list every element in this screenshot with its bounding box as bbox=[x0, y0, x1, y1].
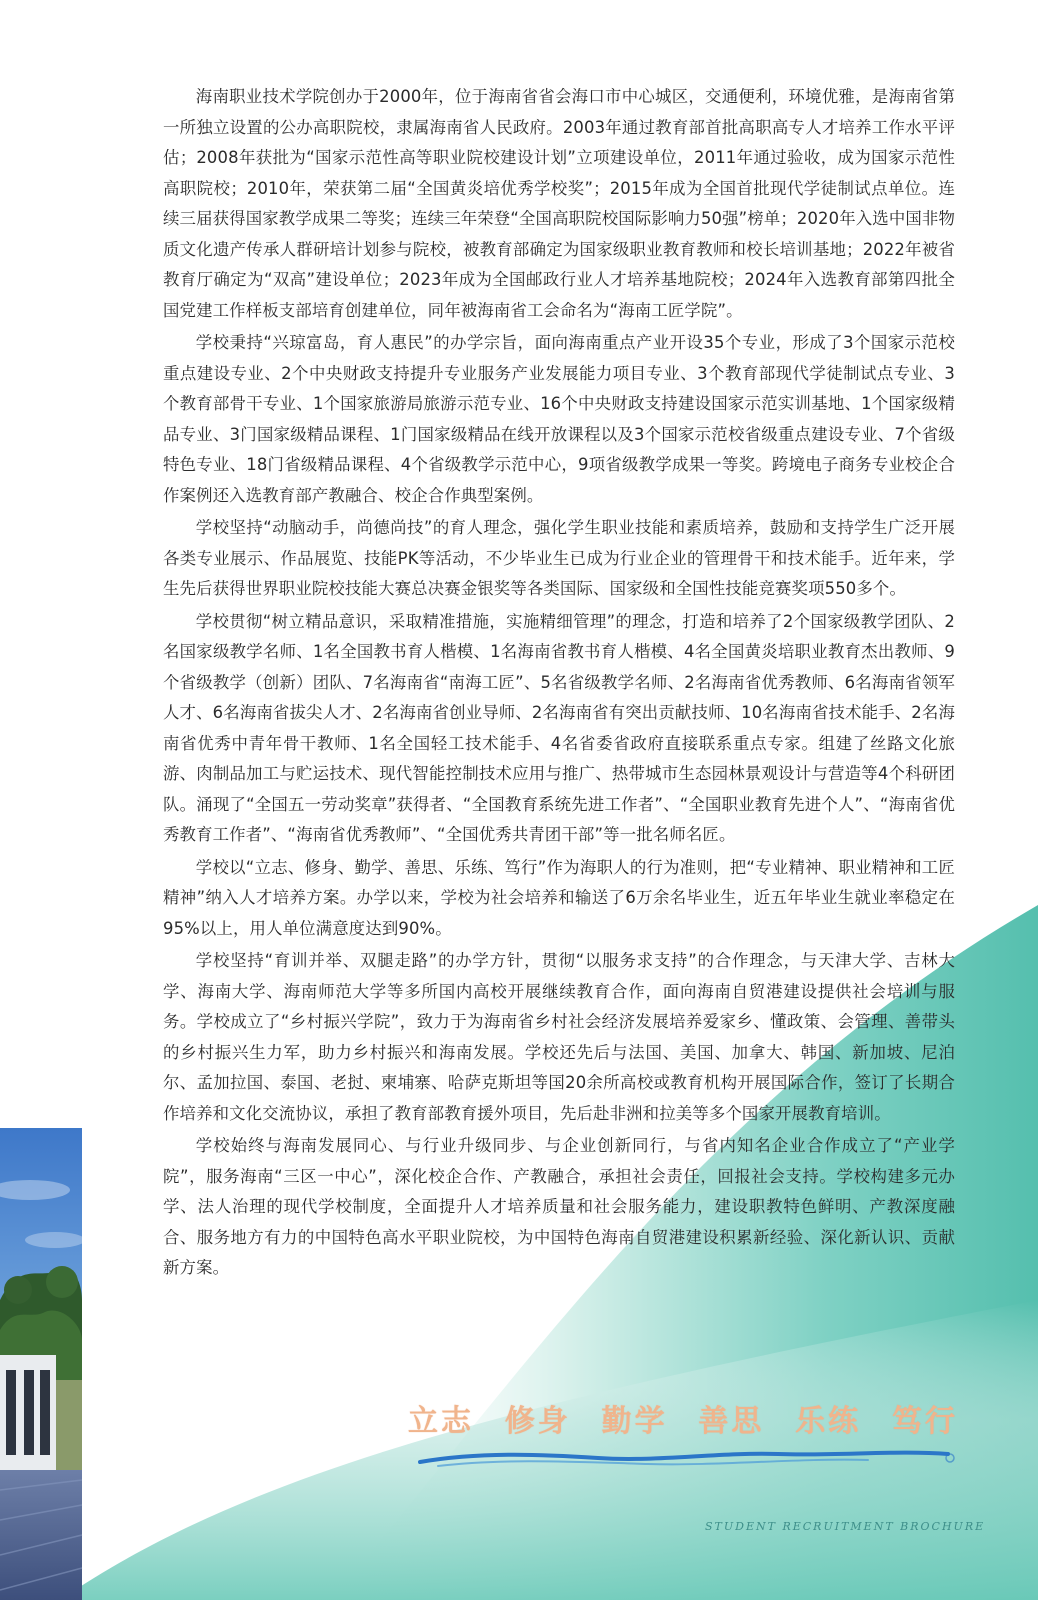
motto-word: 笃行 bbox=[891, 1404, 958, 1439]
school-introduction-article bbox=[163, 82, 955, 1286]
motto-word: 善思 bbox=[698, 1404, 765, 1439]
motto-word: 立志 bbox=[408, 1404, 474, 1439]
paragraph-majors: 学校秉持“兴琼富岛，育人惠民”的办学宗旨，面向海南重点产业开设35个专业，形成了3个国家示范校重点建设专业、2个中央财政支持提升专业服务产业发展能力项目专业、3个教育部现代学徒制试点专业、3个教育部骨干专业、1个国家旅游局旅游示范专业、16个中央财政支持建设国家示范实训基地、1个国家级精品专业、3门国家级精品课程、1门国家级精品在线开放课程以及3个国家示范校省级重点建设专业、7个省级特色专业、18门省级精品课程、4个省级教学示范中心，9项省级教学成果一等奖。跨境电子商务专业校企合作案例还入选教育部产教融合、校企合作典型案例。 bbox=[163, 333, 955, 505]
school-motto bbox=[408, 1396, 958, 1446]
paragraph-development: 学校始终与海南发展同心、与行业升级同步、与企业创新同行，与省内知名企业合作成立了“产业学院”，服务海南“三区一中心”，深化校企合作、产教融合，承担社会责任，回报社会支持。学校构建多元办学、法人治理的现代学校制度，全面提升人才培养质量和社会服务能力，建设职教特色鲜明、产教深度融合、服务地方有力的中国特色高水平职业院校，为中国特色海南自贸港建设积累新经验、深化新认识、贡献新方案。 bbox=[163, 1136, 955, 1277]
motto-word: 修身 bbox=[504, 1404, 571, 1439]
paragraph-cooperation: 学校坚持“育训并举、双腿走路”的办学方针，贯彻“以服务求支持”的合作理念，与天津大学、吉林大学、海南大学、海南师范大学等多所国内高校开展继续教育合作，面向海南自贸港建设提供社会培训与服务。学校成立了“乡村振兴学院”，致力于为海南省乡村社会经济发展培养爱家乡、懂政策、会管理、善带头的乡村振兴生力军，助力乡村振兴和海南发展。学校还先后与法国、美国、加拿大、韩国、新加坡、尼泊尔、孟加拉国、泰国、老挝、柬埔寨、哈萨克斯坦等国20余所高校或教育机构开展国际合作，签订了长期合作培养和文化交流协议，承担了教育部教育援外项目，先后赴非洲和拉美等多个国家开展教育培训。 bbox=[163, 951, 955, 1123]
paragraph-education-philosophy: 学校坚持“动脑动手，尚德尚技”的育人理念，强化学生职业技能和素质培养，鼓励和支持学生广泛开展各类专业展示、作品展览、技能PK等活动，不少毕业生已成为行业企业的管理骨干和技术能手。近年来，学生先后获得世界职业院校技能大赛总决赛金银奖等各类国际、国家级和全国性技能竞赛奖项550多个。 bbox=[163, 518, 955, 598]
campus-photo bbox=[0, 1128, 85, 1600]
paragraph-code-of-conduct: 学校以“立志、修身、勤学、善思、乐练、笃行”作为海职人的行为准则，把“专业精神、职业精神和工匠精神”纳入人才培养方案。办学以来，学校为社会培养和输送了6万余名毕业生，近五年毕业生就业率稳定在95%以上，用人单位满意度达到90%。 bbox=[163, 857, 955, 938]
brochure-label: STUDENT RECRUITMENT BROCHURE bbox=[705, 1520, 986, 1533]
motto-word: 乐练 bbox=[795, 1404, 862, 1439]
wave-brushstroke bbox=[418, 1444, 963, 1474]
paragraph-faculty: 学校贯彻“树立精品意识，采取精准措施，实施精细管理”的理念，打造和培养了2个国家级教学团队、2名国家级教学名师、1名全国教书育人楷模、1名海南省教书育人楷模、4名全国黄炎培职业教育杰出教师、9个省级教学（创新）团队、7名海南省“南海工匠”、5名省级教学名师、2名海南省优秀教师、6名海南省领军人才、6名海南省拔尖人才、2名海南省创业导师、2名海南省有突出贡献技师、10名海南省技术能手、2名海南省优秀中青年骨干教师、1名全国轻工技术能手、4名省委省政府直接联系重点专家。组建了丝路文化旅游、肉制品加工与贮运技术、现代智能控制技术应用与推广、热带城市生态园林景观设计与营造等4个科研团队。涌现了“全国五一劳动奖章”获得者、“全国教育系统先进工作者”、“全国职业教育先进个人”、“海南省优秀教育工作者”、“海南省优秀教师”、“全国优秀共青团干部”等一批名师名匠。 bbox=[163, 611, 955, 844]
paragraph-history: 海南职业技术学院创办于2000年，位于海南省省会海口市中心城区，交通便利，环境优雅，是海南省第一所独立设置的公办高职院校，隶属海南省人民政府。2003年通过教育部首批高职高专人才培养工作水平评估；2008年获批为“国家示范性高等职业院校建设计划”立项建设单位，2011年通过验收，成为国家示范性高职院校；2010年，荣获第二届“全国黄炎培优秀学校奖”；2015年成为全国首批现代学徒制试点单位。连续三届获得国家教学成果二等奖；连续三年荣登“全国高职院校国际影响力50强”榜单；2020年入选中国非物质文化遗产传承人群研培计划参与院校，被教育部确定为国家级职业教育教师和校长培训基地；2022年被省教育厅确定为“双高”建设单位；2023年成为全国邮政行业人才培养基地院校；2024年入选教育部第四批全国党建工作样板支部培育创建单位，同年被海南省工会命名为“海南工匠学院”。 bbox=[163, 87, 955, 320]
motto-word: 勤学 bbox=[601, 1404, 668, 1439]
